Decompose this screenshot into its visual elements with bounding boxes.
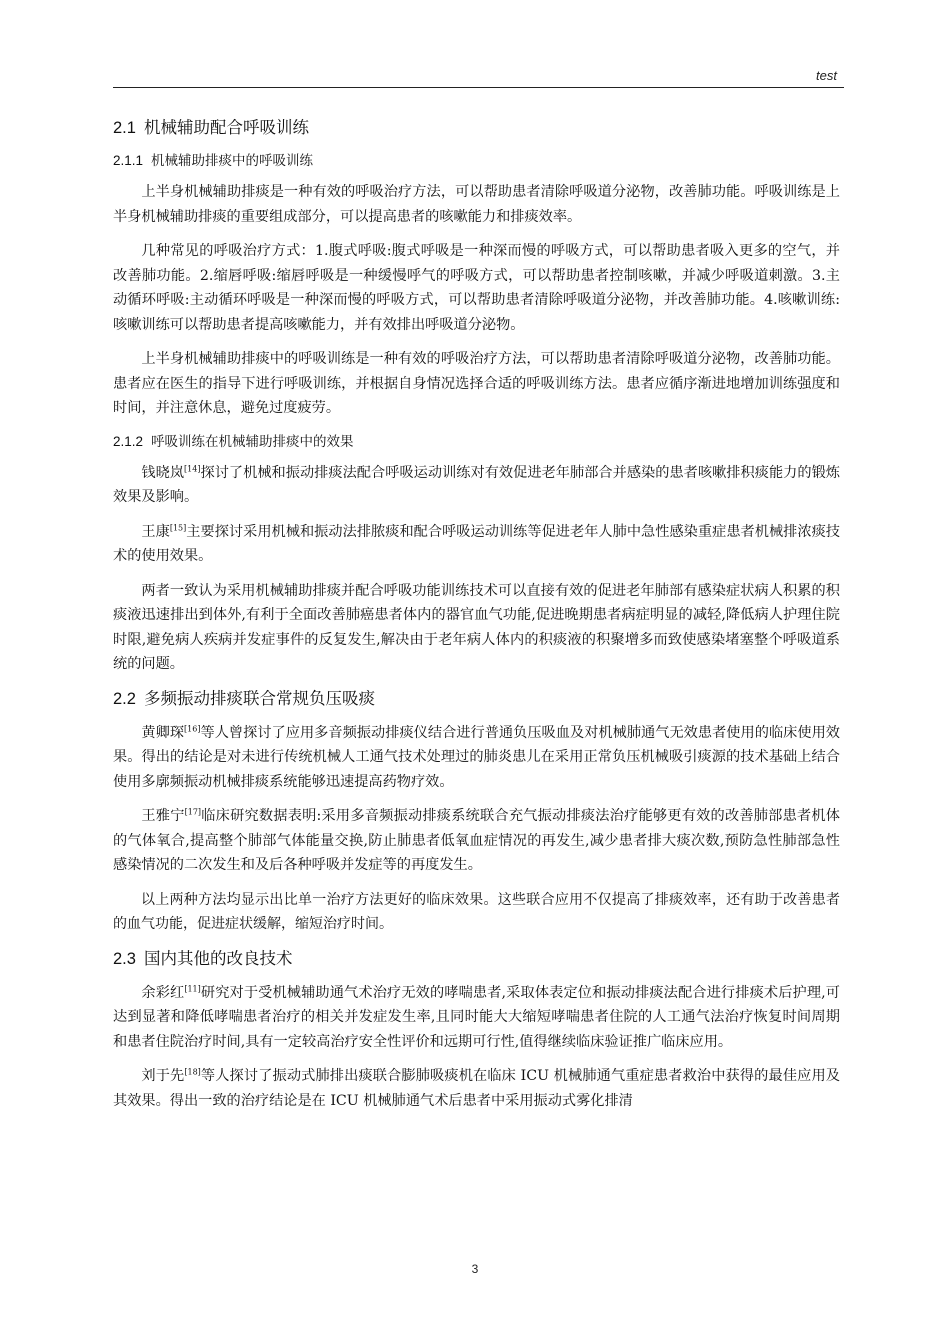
subsection-heading-2-1-1 (113, 150, 840, 172)
paragraph-text: 探讨了机械和振动排痰法配合呼吸运动训练对有效促进老年肺部合并感染的患者咳嗽排积痰能力的锻炼效果及影响。 (113, 464, 840, 505)
paragraph (113, 1064, 840, 1113)
section-number: 2.3 (113, 949, 136, 968)
author-name: 黄卿琛 (141, 724, 185, 741)
citation-ref: [18] (184, 1067, 201, 1077)
document-body (113, 108, 840, 1123)
section-title: 机械辅助排痰中的呼吸训练 (151, 153, 314, 169)
section-title: 国内其他的改良技术 (143, 948, 293, 968)
section-title: 机械辅助配合呼吸训练 (143, 118, 309, 137)
author-name: 王雅宁 (141, 808, 185, 824)
section-heading-2-2 (113, 687, 840, 711)
paragraph-text: 临床研究数据表明:采用多音频振动排痰系统联合充气振动排痰法治疗能够更有效的改善肺部患者机体的气体氧合,提高整个肺部气体能量交换,防止肺患者低氧血症情况的再发生,减少患者排大痰次数,预防急性肺部急性感染情况的二次发生和及后各种呼吸并发症等的再度发生。 (113, 808, 840, 873)
paragraph-text: 主要探讨采用机械和振动法排脓痰和配合呼吸运动训练等促进老年人肺中急性感染重症患者机械排浓痰技术的使用效果。 (113, 523, 840, 564)
section-number: 2.1.2 (113, 433, 144, 449)
paragraph (113, 721, 840, 795)
author-name: 钱晓岚 (141, 464, 185, 481)
citation-ref: [11] (184, 983, 201, 993)
author-name: 刘于先 (141, 1068, 185, 1084)
section-title: 呼吸训练在机械辅助排痰中的效果 (151, 433, 354, 450)
citation-ref: [14] (184, 463, 201, 473)
paragraph: 两者一致认为采用机械辅助排痰并配合呼吸功能训练技术可以直接有效的促进老年肺部有感染症状病人积累的积痰液迅速排出到体外,有利于全面改善肺癌患者体内的器官血气功能,促进晚期患者病症明显的减轻,降低病人护理住院时限,避免病人疾病并发症事件的反复发生,解决由于老年病人体内的积痰液的积聚增多而致使感染堵塞整个呼吸道系统的问题。 (113, 582, 840, 672)
author-name: 王康 (141, 523, 170, 540)
page-number: 3 (471, 1262, 479, 1276)
section-heading-2-1 (113, 116, 840, 140)
header-title: test (816, 68, 837, 83)
author-name: 余彩红 (141, 984, 185, 1001)
section-title: 多频振动排痰联合常规负压吸痰 (143, 688, 375, 708)
section-number: 2.1.1 (113, 153, 144, 168)
paragraph (113, 981, 840, 1055)
citation-ref: [16] (184, 723, 201, 733)
paragraph-text: 研究对于受机械辅助通气术治疗无效的哮喘患者,采取体表定位和振动排痰法配合进行排痰术后护理,可达到显著和降低哮喘患者治疗的相关并发症发生率,且同时能大大缩短哮喘患者住院的人工通气法治疗恢复时间周期和患者住院治疗时间,具有一定较高治疗安全性评价和远期可行性,值得继续临床验证推广临床应用。 (113, 984, 840, 1050)
paragraph (113, 461, 840, 510)
paragraph: 几种常见的呼吸治疗方式：1.腹式呼吸:腹式呼吸是一种深而慢的呼吸方式，可以帮助患者吸入更多的空气，并改善肺功能。2.缩唇呼吸:缩唇呼吸是一种缓慢呼气的呼吸方式，可以帮助患者控制咳嗽，并减少呼吸道刺激。3.主动循环呼吸:主动循环呼吸是一种深而慢的呼吸方式，可以帮助患者清除呼吸道分泌物，并改善肺功能。4.咳嗽训练:咳嗽训练可以帮助患者提高咳嗽能力，并有效排出呼吸道分泌物。 (113, 243, 840, 333)
section-number: 2.1 (113, 119, 136, 137)
paragraph-text: 等人探讨了振动式肺排出痰联合膨肺吸痰机在临床 ICU 机械肺通气重症患者救治中获得的最佳应用及其效果。得出一致的治疗结论是在 ICU 机械肺通气术后患者中采用振动式雾化排清 (113, 1068, 840, 1109)
section-heading-2-3 (113, 947, 840, 971)
citation-ref: [15] (169, 522, 187, 532)
paragraph: 上半身机械辅助排痰是一种有效的呼吸治疗方法，可以帮助患者清除呼吸道分泌物，改善肺功能。呼吸训练是上半身机械辅助排痰的重要组成部分，可以提高患者的咳嗽能力和排痰效率。 (113, 184, 840, 225)
paragraph: 以上两种方法均显示出比单一治疗方法更好的临床效果。这些联合应用不仅提高了排痰效率，还有助于改善患者的血气功能，促进症状缓解，缩短治疗时间。 (113, 891, 840, 932)
paragraph-text: 等人曾探讨了应用多音频振动排痰仪结合进行普通负压吸血及对机械肺通气无效患者使用的临床使用效果。得出的结论是对未进行传统机械人工通气技术处理过的肺炎患儿在采用正常负压机械吸引痰源的技术基础上结合使用多廓频振动机械排痰系统能够迅速提高药物疗效。 (113, 724, 840, 790)
section-number: 2.2 (113, 689, 136, 708)
paragraph: 上半身机械辅助排痰中的呼吸训练是一种有效的呼吸治疗方法，可以帮助患者清除呼吸道分泌物，改善肺功能。患者应在医生的指导下进行呼吸训练，并根据自身情况选择合适的呼吸训练方法。患者应循序渐进地增加训练强度和时间，并注意休息，避免过度疲劳。 (113, 351, 840, 416)
header-rule (113, 87, 844, 88)
paragraph (113, 804, 840, 878)
citation-ref: [17] (184, 807, 202, 817)
subsection-heading-2-1-2 (113, 431, 840, 453)
paragraph (113, 520, 840, 569)
